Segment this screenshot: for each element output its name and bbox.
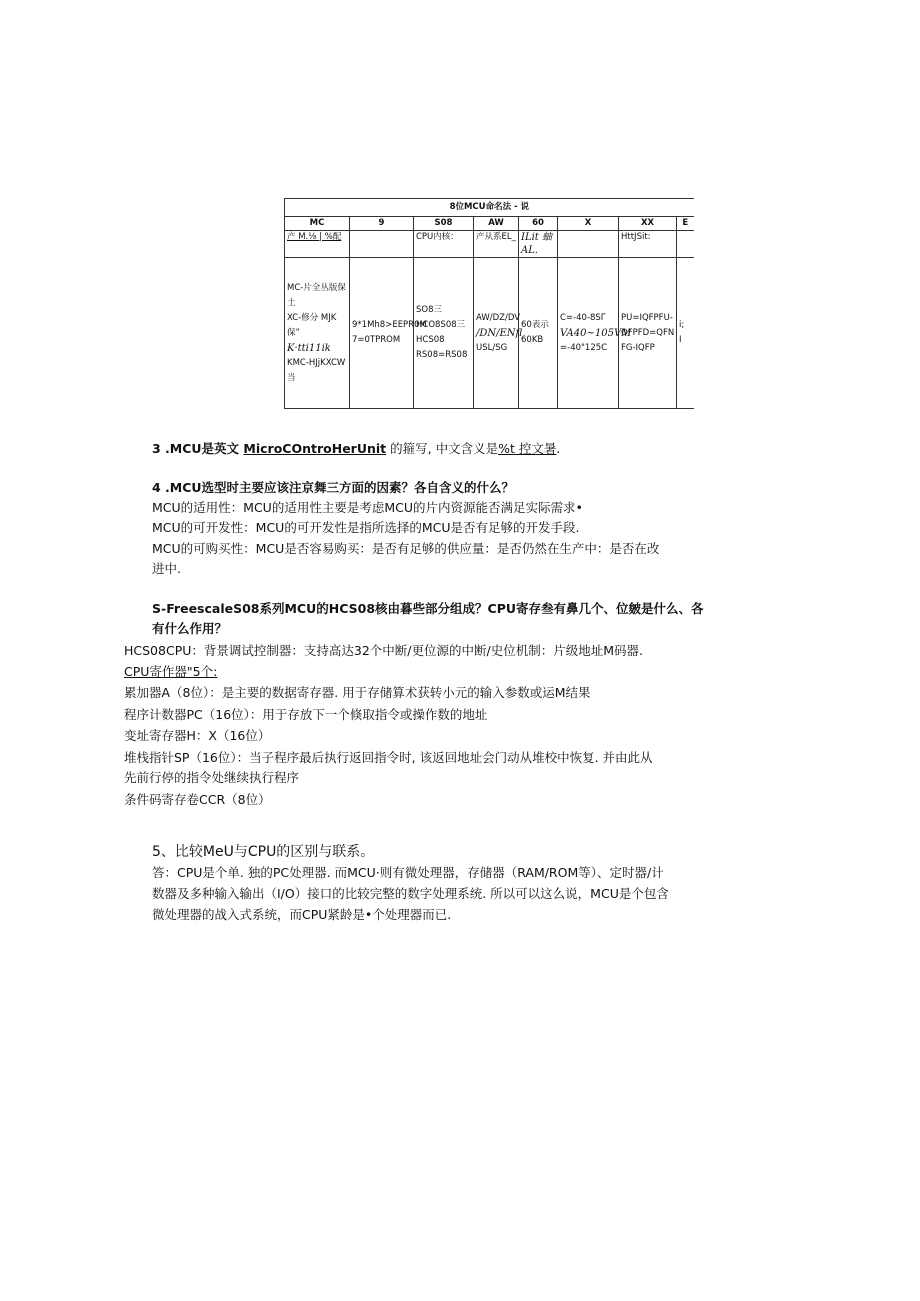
mcu-naming-table [284, 198, 694, 409]
q6-answer-line: 微处理器的战入式系统，而CPU紧龄是•个处理器而已. [152, 907, 452, 922]
cell-family [474, 258, 523, 409]
header-cell: XX [619, 217, 677, 231]
q4-paragraph-line: 进中. [152, 561, 181, 576]
header-cell: S08 [414, 217, 474, 231]
cell-line: 60表示 [521, 320, 549, 330]
q5-paragraph-line: 累加器A（8位）：是主要的数据寄存器. 用于存储算术获转小元的输入参数或运M结果 [124, 685, 591, 700]
subheader-cell: HttJSit: [619, 231, 677, 258]
q3-term: MicroCOntroHerUnit [243, 441, 387, 456]
q4-paragraph-line: MCU的适用性：MCU的适用性主要是考虑MCU的片内资源能否满足实际需求• [152, 500, 583, 515]
header-cell: E [677, 217, 694, 231]
question-6-title: 5、比较MeU与CPU的区别与联系。 [152, 844, 375, 860]
cell-size [519, 258, 558, 409]
subheader-cell: 产从系EL_ [474, 231, 519, 258]
cell-line: 7=0TPROM [352, 335, 401, 345]
question-5-title: S-FreescaleS08系列MCU的HCS08核由暮些部分组成？CPU寄存叁有鼻几个、位皴是什么、各 [152, 601, 704, 616]
header-cell: 9 [350, 217, 414, 231]
cell-line: XC-修分 MJK保” [287, 312, 337, 338]
subheader-cell: 产 M.⅛ | %配 [285, 231, 350, 258]
cell-line: i; [679, 320, 685, 330]
header-cell: AW [474, 217, 519, 231]
q5-paragraph-line: 堆栈指针SP（16位）：当子程序最后执行返回指令时, 该返回地址会门动从堆校中恢复. 并由此从 [124, 750, 653, 765]
q6-answer-line: 数器及多种输入输出（I/O）接口的比较完整的数字处理系统. 所以可以这么说，MCU是个包含 [152, 886, 669, 901]
cell-line: SO8三 [416, 305, 442, 315]
cell-line: AW/DZ/DV [476, 312, 521, 323]
q3-meaning: %t 控文暑 [498, 441, 557, 456]
cell-memory [350, 258, 427, 409]
cell-prefix [285, 258, 350, 409]
question-4-title: 4 .MCU选型时主要应该注京舞三方面的因素？各自含义的什么？ [152, 480, 515, 495]
q3-middle: 的箍写, 中文含义是 [386, 441, 499, 456]
cell-line: K·tti11ik [287, 342, 331, 354]
q4-paragraph-line: MCU的可开发性：MCU的可开发性是指所选择的MCU是否有足够的开发手段. [152, 520, 580, 535]
question-3 [152, 441, 560, 457]
cell-line: =-40"125C [560, 342, 608, 353]
cell-package [619, 258, 677, 409]
q3-prefix: 3 .MCU是英文 [152, 441, 244, 456]
header-cell: MC [285, 217, 350, 231]
cell-line: 60KB [521, 335, 544, 345]
cell-temperature [558, 258, 632, 409]
cell-line: MC-片全丛版保土 [287, 282, 346, 308]
q5-paragraph-line: 先前行停的指令处继续执行程序 [124, 770, 300, 785]
cell-line: 9*1Mh8>EEPR0M [352, 320, 427, 330]
q4-paragraph-line: MCU的可购买性：MCU是否容易购买：是否有足够的供应量：是否仍然在生产中：是否在改 [152, 541, 660, 556]
table-title: 8位MCU命名法 - 说 [285, 199, 694, 217]
cell-line: USL/SG [476, 342, 508, 353]
q5-paragraph-line: CPU寄作器"5个: [124, 664, 218, 679]
header-cell: 60 [519, 217, 558, 231]
cell-line: HCS08 [416, 335, 445, 345]
header-cell: X [558, 217, 619, 231]
subheader-cell [677, 231, 694, 258]
q5-paragraph-line: 条件码寄存卷CCR（8位） [124, 792, 271, 807]
q5-paragraph-line: 程序计数器PC（16位）：用于存放下一个倏取指令或操作数的地址 [124, 707, 488, 722]
cell-line: PU=IQFPFU- [621, 312, 673, 323]
cell-line: /DN/ENfl [476, 327, 523, 339]
cell-line: FG-IQFP [621, 342, 655, 353]
cell-line: VA40~105VM [560, 327, 632, 339]
q5-paragraph-line: 变址寄存器H：X（16位） [124, 728, 271, 743]
subheader-cell [558, 231, 619, 258]
cell-core [414, 258, 474, 409]
q6-answer-line: 答：CPU是个单. 独的PC处理器. 而MCU·则有微处理器，存储器（RAM/ROM等）、定时器/计 [152, 865, 664, 880]
question-5-title-cont: 有什么作用？ [152, 621, 228, 636]
cell-line: I [679, 335, 682, 345]
subheader-cell: CPU内核： [414, 231, 474, 258]
cell-extra [677, 258, 694, 409]
cell-line: RS08=RS08 [416, 350, 468, 360]
cell-line: QFPFD=QFN [621, 327, 675, 338]
cell-line: HCO8S08三 [416, 320, 466, 330]
q3-suffix: . [556, 441, 561, 456]
cell-line: KMC-HJjKXCW当 [287, 357, 346, 383]
subheader-cell: ILit 蚰AL. [519, 231, 558, 258]
q5-paragraph-line: HCS08CPU：背景调试控制器：支持高达32个中断/更位源的中断/史位机制：片级地址M码器. [124, 643, 643, 658]
cell-line: C=-40-8SΓ [560, 312, 606, 323]
subheader-cell [350, 231, 414, 258]
